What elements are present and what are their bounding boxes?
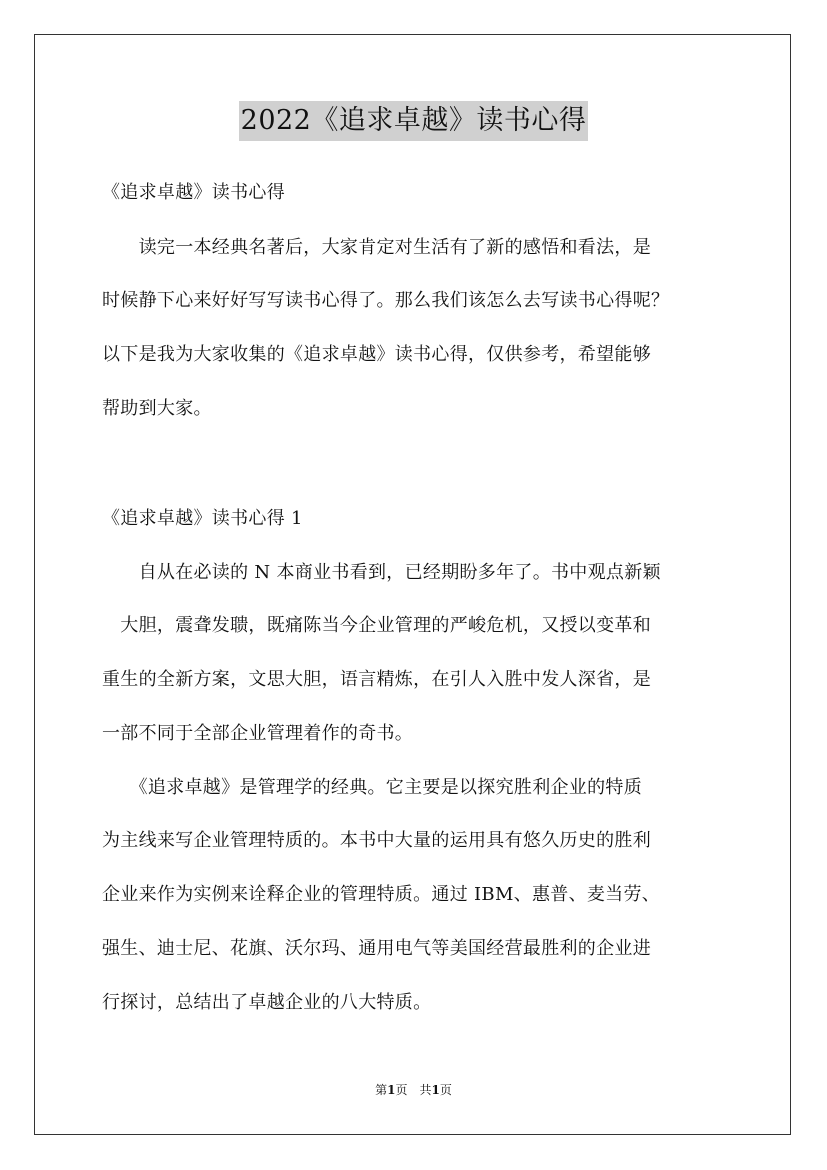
paragraph-line: 以下是我为大家收集的《追求卓越》读书心得，仅供参考，希望能够 [102, 344, 651, 365]
section-heading-1: 《追求卓越》读书心得 1 [102, 508, 303, 529]
section-heading-intro: 《追求卓越》读书心得 [102, 182, 285, 203]
page-total: 1 [431, 1083, 440, 1097]
paragraph-line: 自从在必读的 N 本商业书看到，已经期盼多年了。书中观点新颖 [102, 562, 661, 583]
title-container [0, 101, 827, 141]
page-number: 1 [387, 1083, 396, 1097]
footer-label: 页 [439, 1083, 452, 1097]
document-title: 2022《追求卓越》读书心得 [239, 101, 589, 141]
paragraph-line: 读完一本经典名著后，大家肯定对生活有了新的感悟和看法，是 [102, 237, 651, 258]
paragraph-line: 强生、迪士尼、花旗、沃尔玛、通用电气等美国经营最胜利的企业进 [102, 938, 651, 959]
paragraph-line: 行探讨，总结出了卓越企业的八大特质。 [102, 992, 432, 1013]
paragraph-line: 一部不同于全部企业管理着作的奇书。 [102, 723, 414, 744]
page-footer [0, 1082, 827, 1098]
paragraph-line: 企业来作为实例来诠释企业的管理特质。通过 IBM、惠普、麦当劳、 [102, 884, 661, 905]
paragraph-line: 帮助到大家。 [102, 398, 212, 419]
paragraph-line: 为主线来写企业管理特质的。本书中大量的运用具有悠久历史的胜利 [102, 830, 651, 851]
footer-label: 第 [375, 1083, 388, 1097]
paragraph-line: 时候静下心来好好写写读书心得了。那么我们该怎么去写读书心得呢？ [102, 290, 670, 311]
paragraph-line: 《追求卓越》是管理学的经典。它主要是以探究胜利企业的特质 [102, 777, 642, 798]
paragraph-line: 大胆，震聋发聩，既痛陈当今企业管理的严峻危机，又授以变革和 [102, 615, 651, 636]
footer-label: 页 共 [395, 1083, 432, 1097]
paragraph-line: 重生的全新方案，文思大胆，语言精炼，在引人入胜中发人深省，是 [102, 669, 651, 690]
